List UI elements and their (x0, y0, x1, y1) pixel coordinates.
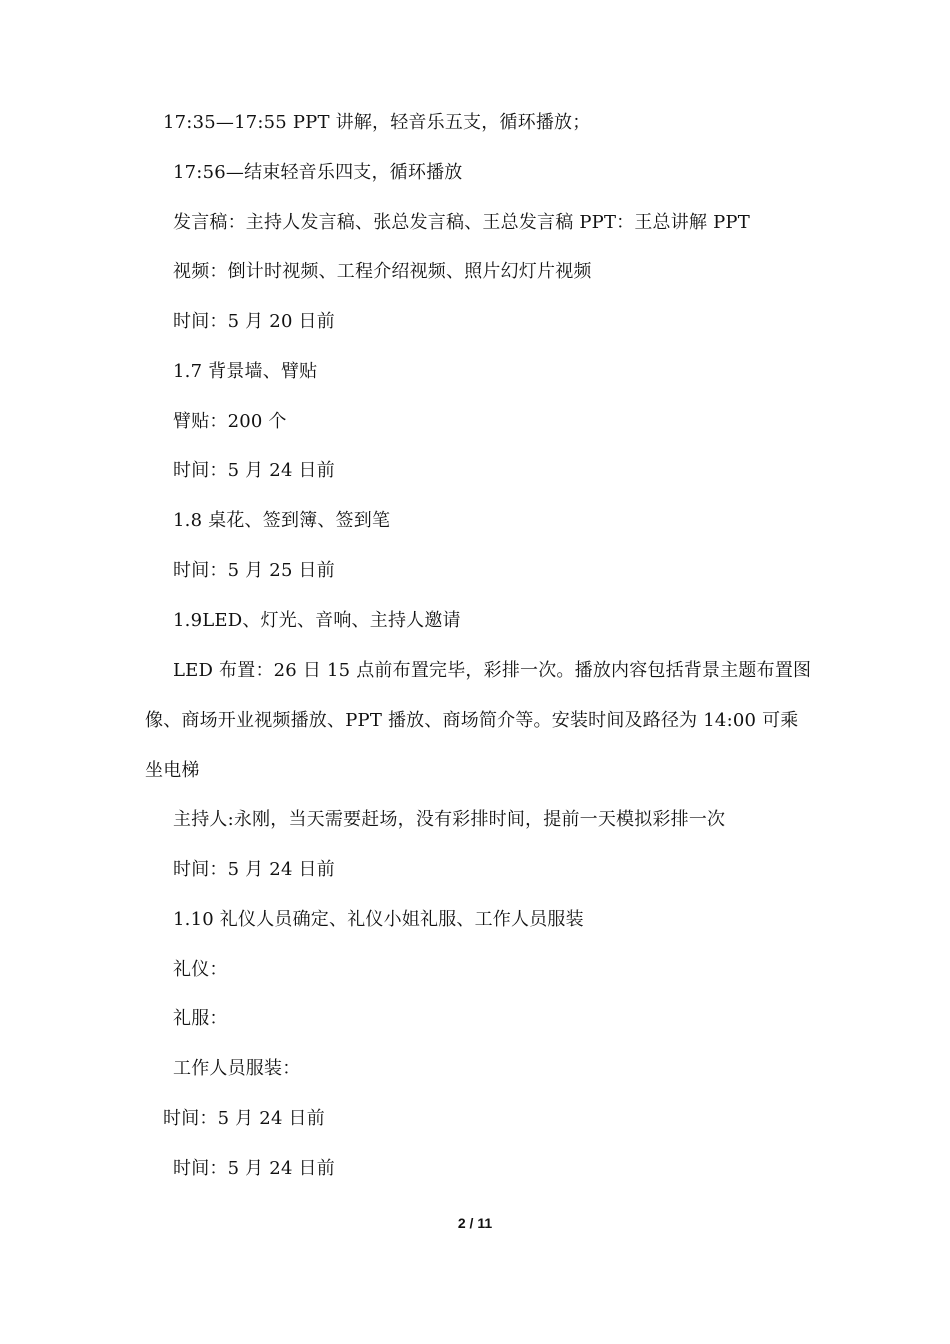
led-setup-paragraph-line-3: 坐电梯 (145, 760, 200, 781)
page-number: 2 / 11 (457, 1215, 493, 1231)
armband-count-line: 臂贴：200 个 (173, 411, 287, 432)
videos-line: 视频：倒计时视频、工程介绍视频、照片幻灯片视频 (173, 261, 592, 282)
deadline-line: 时间：5 月 24 日前 (173, 460, 335, 481)
section-heading-1-10: 1.10 礼仪人员确定、礼仪小姐礼服、工作人员服装 (173, 909, 584, 930)
schedule-line-ppt: 17:35—17:55 PPT 讲解，轻音乐五支，循环播放； (163, 112, 591, 133)
speech-drafts-line: 发言稿：主持人发言稿、张总发言稿、王总发言稿 PPT：王总讲解 PPT (173, 212, 750, 233)
schedule-line-end-music: 17:56—结束轻音乐四支，循环播放 (173, 162, 463, 183)
deadline-line: 时间：5 月 20 日前 (173, 311, 335, 332)
host-line: 主持人:永刚，当天需要赶场，没有彩排时间，提前一天模拟彩排一次 (173, 809, 726, 830)
section-heading-1-7: 1.7 背景墙、臂贴 (173, 361, 318, 382)
section-heading-1-9: 1.9LED、灯光、音响、主持人邀请 (173, 610, 461, 631)
deadline-line: 时间：5 月 25 日前 (173, 560, 335, 581)
dress-line: 礼服： (173, 1008, 228, 1029)
staff-uniform-line: 工作人员服装： (173, 1058, 301, 1079)
deadline-line: 时间：5 月 24 日前 (173, 859, 335, 880)
section-heading-1-8: 1.8 桌花、签到簿、签到笔 (173, 510, 391, 531)
deadline-line: 时间：5 月 24 日前 (173, 1158, 335, 1179)
etiquette-line: 礼仪： (173, 959, 228, 980)
led-setup-paragraph-line-1: LED 布置：26 日 15 点前布置完毕，彩排一次。播放内容包括背景主题布置图 (173, 660, 812, 681)
deadline-line: 时间：5 月 24 日前 (163, 1108, 325, 1129)
led-setup-paragraph-line-2: 像、商场开业视频播放、PPT 播放、商场简介等。安装时间及路径为 14:00 可乘 (145, 710, 799, 731)
